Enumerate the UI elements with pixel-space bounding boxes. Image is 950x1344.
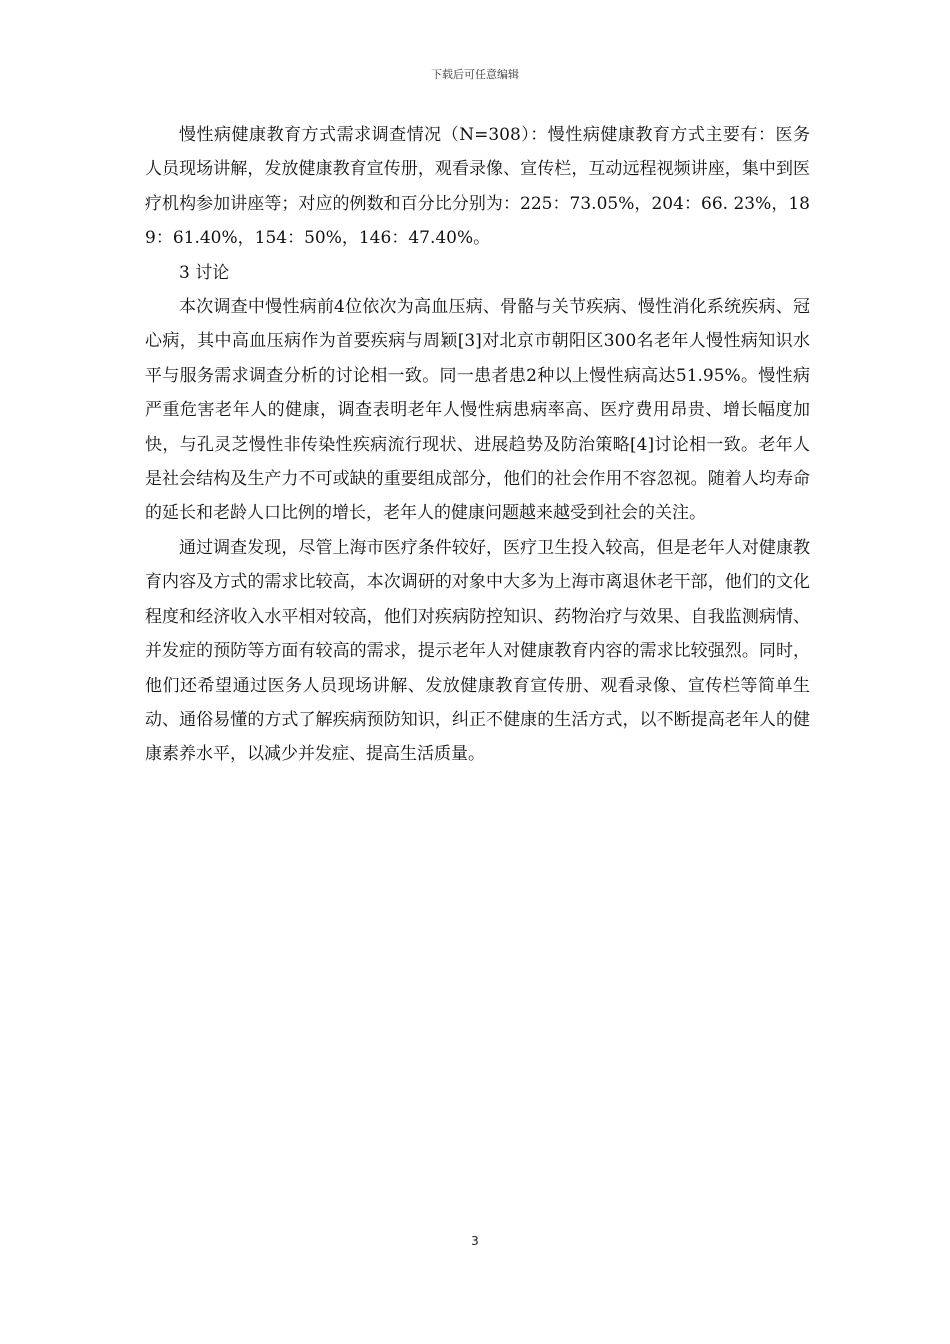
paragraph-education-methods: 慢性病健康教育方式需求调查情况（N=308）：慢性病健康教育方式主要有：医务人员现场讲解，发放健康教育宣传册，观看录像、宣传栏，互动远程视频讲座，集中到医疗机构参加讲座等；对应的例数和百分比分别为：225：73.05%，204：66. 23%，189：61.40%，154：50%，146：47.40%。	[145, 125, 810, 249]
page-number: 3	[471, 1234, 479, 1248]
paragraph-discussion-survey-findings: 通过调查发现，尽管上海市医疗条件较好，医疗卫生投入较高，但是老年人对健康教育内容及方式的需求比较高，本次调研的对象中大多为上海市离退休老干部，他们的文化程度和经济收入水平相对较高，他们对疾病防控知识、药物治疗与效果、自我监测病情、并发症的预防等方面有较高的需求，提示老年人对健康教育内容的需求比较强烈。同时，他们还希望通过医务人员现场讲解、发放健康教育宣传册、观看录像、宣传栏等简单生动、通俗易懂的方式了解疾病预防知识，纠正不健康的生活方式，以不断提高老年人的健康素养水平，以减少并发症、提高生活质量。	[145, 537, 810, 765]
paragraph-discussion-diseases: 本次调查中慢性病前4位依次为高血压病、骨骼与关节疾病、慢性消化系统疾病、冠心病，其中高血压病作为首要疾病与周颖[3]对北京市朝阳区300名老年人慢性病知识水平与服务需求调查分析的讨论相一致。同一患者患2种以上慢性病高达51.95%。慢性病严重危害老年人的健康，调查表明老年人慢性病患病率高、医疗费用昂贵、增长幅度加快，与孔灵芝慢性非传染性疾病流行现状、进展趋势及防治策略[4]讨论相一致。老年人是社会结构及生产力不可或缺的重要组成部分，他们的社会作用不容忽视。随着人均寿命的延长和老龄人口比例的增长，老年人的健康问题越来越受到社会的关注。	[145, 297, 810, 524]
section-heading-discussion: 3 讨论	[179, 262, 230, 283]
document-body	[145, 118, 810, 772]
page-header-note: 下载后可任意编辑	[431, 68, 519, 81]
